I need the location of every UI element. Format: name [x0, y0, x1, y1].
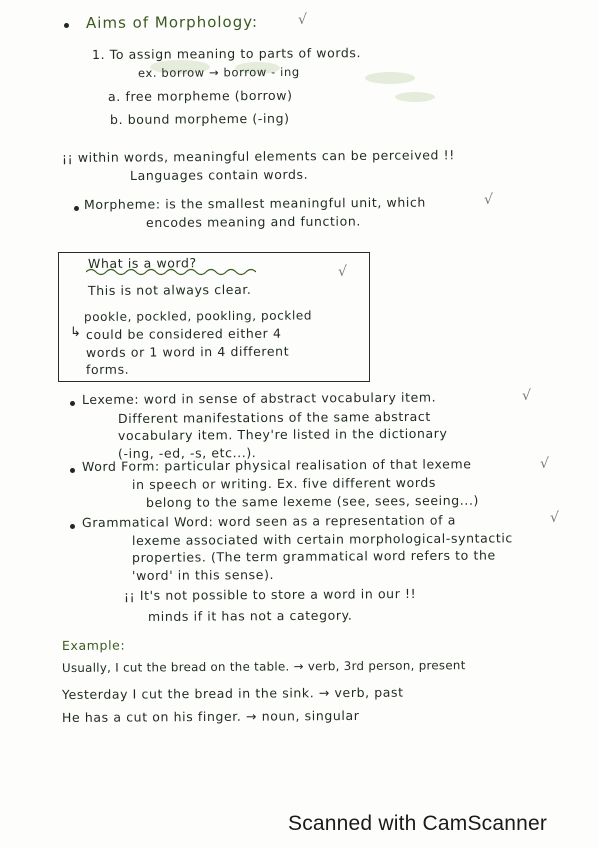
wordform-line-3: belong to the same lexeme (see, sees, seeing...): [145, 492, 480, 510]
word-box-line-4: words or 1 word in 4 different: [85, 343, 290, 360]
aim-example: ex. borrow → borrow - ing: [137, 64, 300, 80]
grammatical-word-line-3: properties. (The term grammatical word refers to the: [131, 547, 496, 565]
store-word-line-2: minds if it has not a category.: [147, 607, 353, 624]
aim-b: b. bound morpheme (-ing): [109, 110, 290, 127]
word-box-line-5: forms.: [85, 361, 130, 377]
example-line-1: Usually, I cut the bread on the table. → verb, 3rd person, present: [61, 658, 466, 675]
grammatical-word-line-1: Grammatical Word: word seen as a representation of a: [81, 512, 457, 530]
bullet-point: [70, 468, 75, 473]
check-mark-icon: √: [522, 388, 531, 404]
word-box-title: What is a word?: [87, 255, 197, 271]
word-box-line-3: could be considered either 4: [85, 325, 282, 342]
bullet-point: [64, 23, 69, 28]
morpheme-line-2: encodes meaning and function.: [145, 213, 361, 230]
curved-arrow-icon: ↳: [70, 325, 81, 340]
bullet-point: [70, 524, 75, 529]
word-box-line-1: This is not always clear.: [87, 281, 252, 298]
aim-1: 1. To assign meaning to parts of words.: [91, 45, 362, 62]
example-line-3: He has a cut on his finger. → noun, singular: [61, 707, 360, 725]
lexeme-line-3: vocabulary item. They're listed in the dictionary: [117, 425, 448, 443]
morpheme-line-1: Morpheme: is the smallest meaningful unit, which: [83, 194, 426, 212]
example-heading: Example:: [61, 637, 126, 653]
example-line-2: Yesterday I cut the bread in the sink. → verb, past: [61, 684, 404, 702]
grammatical-word-line-2: lexeme associated with certain morphological-syntactic: [131, 530, 513, 548]
store-word-line-1: ¡¡ It's not possible to store a word in our !!: [123, 585, 417, 603]
wavy-underline: [86, 267, 256, 277]
scan-smudge: [395, 92, 435, 102]
lexeme-line-4: (-ing, -ed, -s, etc...).: [117, 445, 257, 461]
check-mark-icon: √: [298, 12, 307, 28]
check-mark-icon: √: [540, 456, 549, 472]
aims-heading: Aims of Morphology:: [85, 12, 259, 32]
aim-a: a. free morpheme (borrow): [107, 87, 293, 104]
check-mark-icon: √: [484, 192, 493, 208]
bullet-point: [74, 206, 79, 211]
check-mark-icon: √: [338, 264, 347, 280]
grammatical-word-line-4: 'word' in this sense).: [131, 567, 275, 583]
bullet-point: [70, 401, 75, 406]
lexeme-line-1: Lexeme: word in sense of abstract vocabulary item.: [81, 389, 437, 407]
within-words-line-1: ¡¡ within words, meaningful elements can be perceived !!: [61, 147, 455, 165]
camscanner-watermark: Scanned with CamScanner: [288, 812, 548, 835]
word-box-line-2: pookle, pockled, pookling, pockled: [83, 308, 313, 324]
wordform-line-1: Word Form: particular physical realisation of that lexeme: [81, 456, 472, 474]
check-mark-icon: √: [550, 510, 559, 526]
lexeme-line-2: Different manifestations of the same abstract: [117, 408, 431, 426]
scan-smudge: [365, 72, 415, 84]
within-words-line-2: Languages contain words.: [129, 166, 309, 183]
wordform-line-2: in speech or writing. Ex. five different words: [131, 474, 437, 492]
